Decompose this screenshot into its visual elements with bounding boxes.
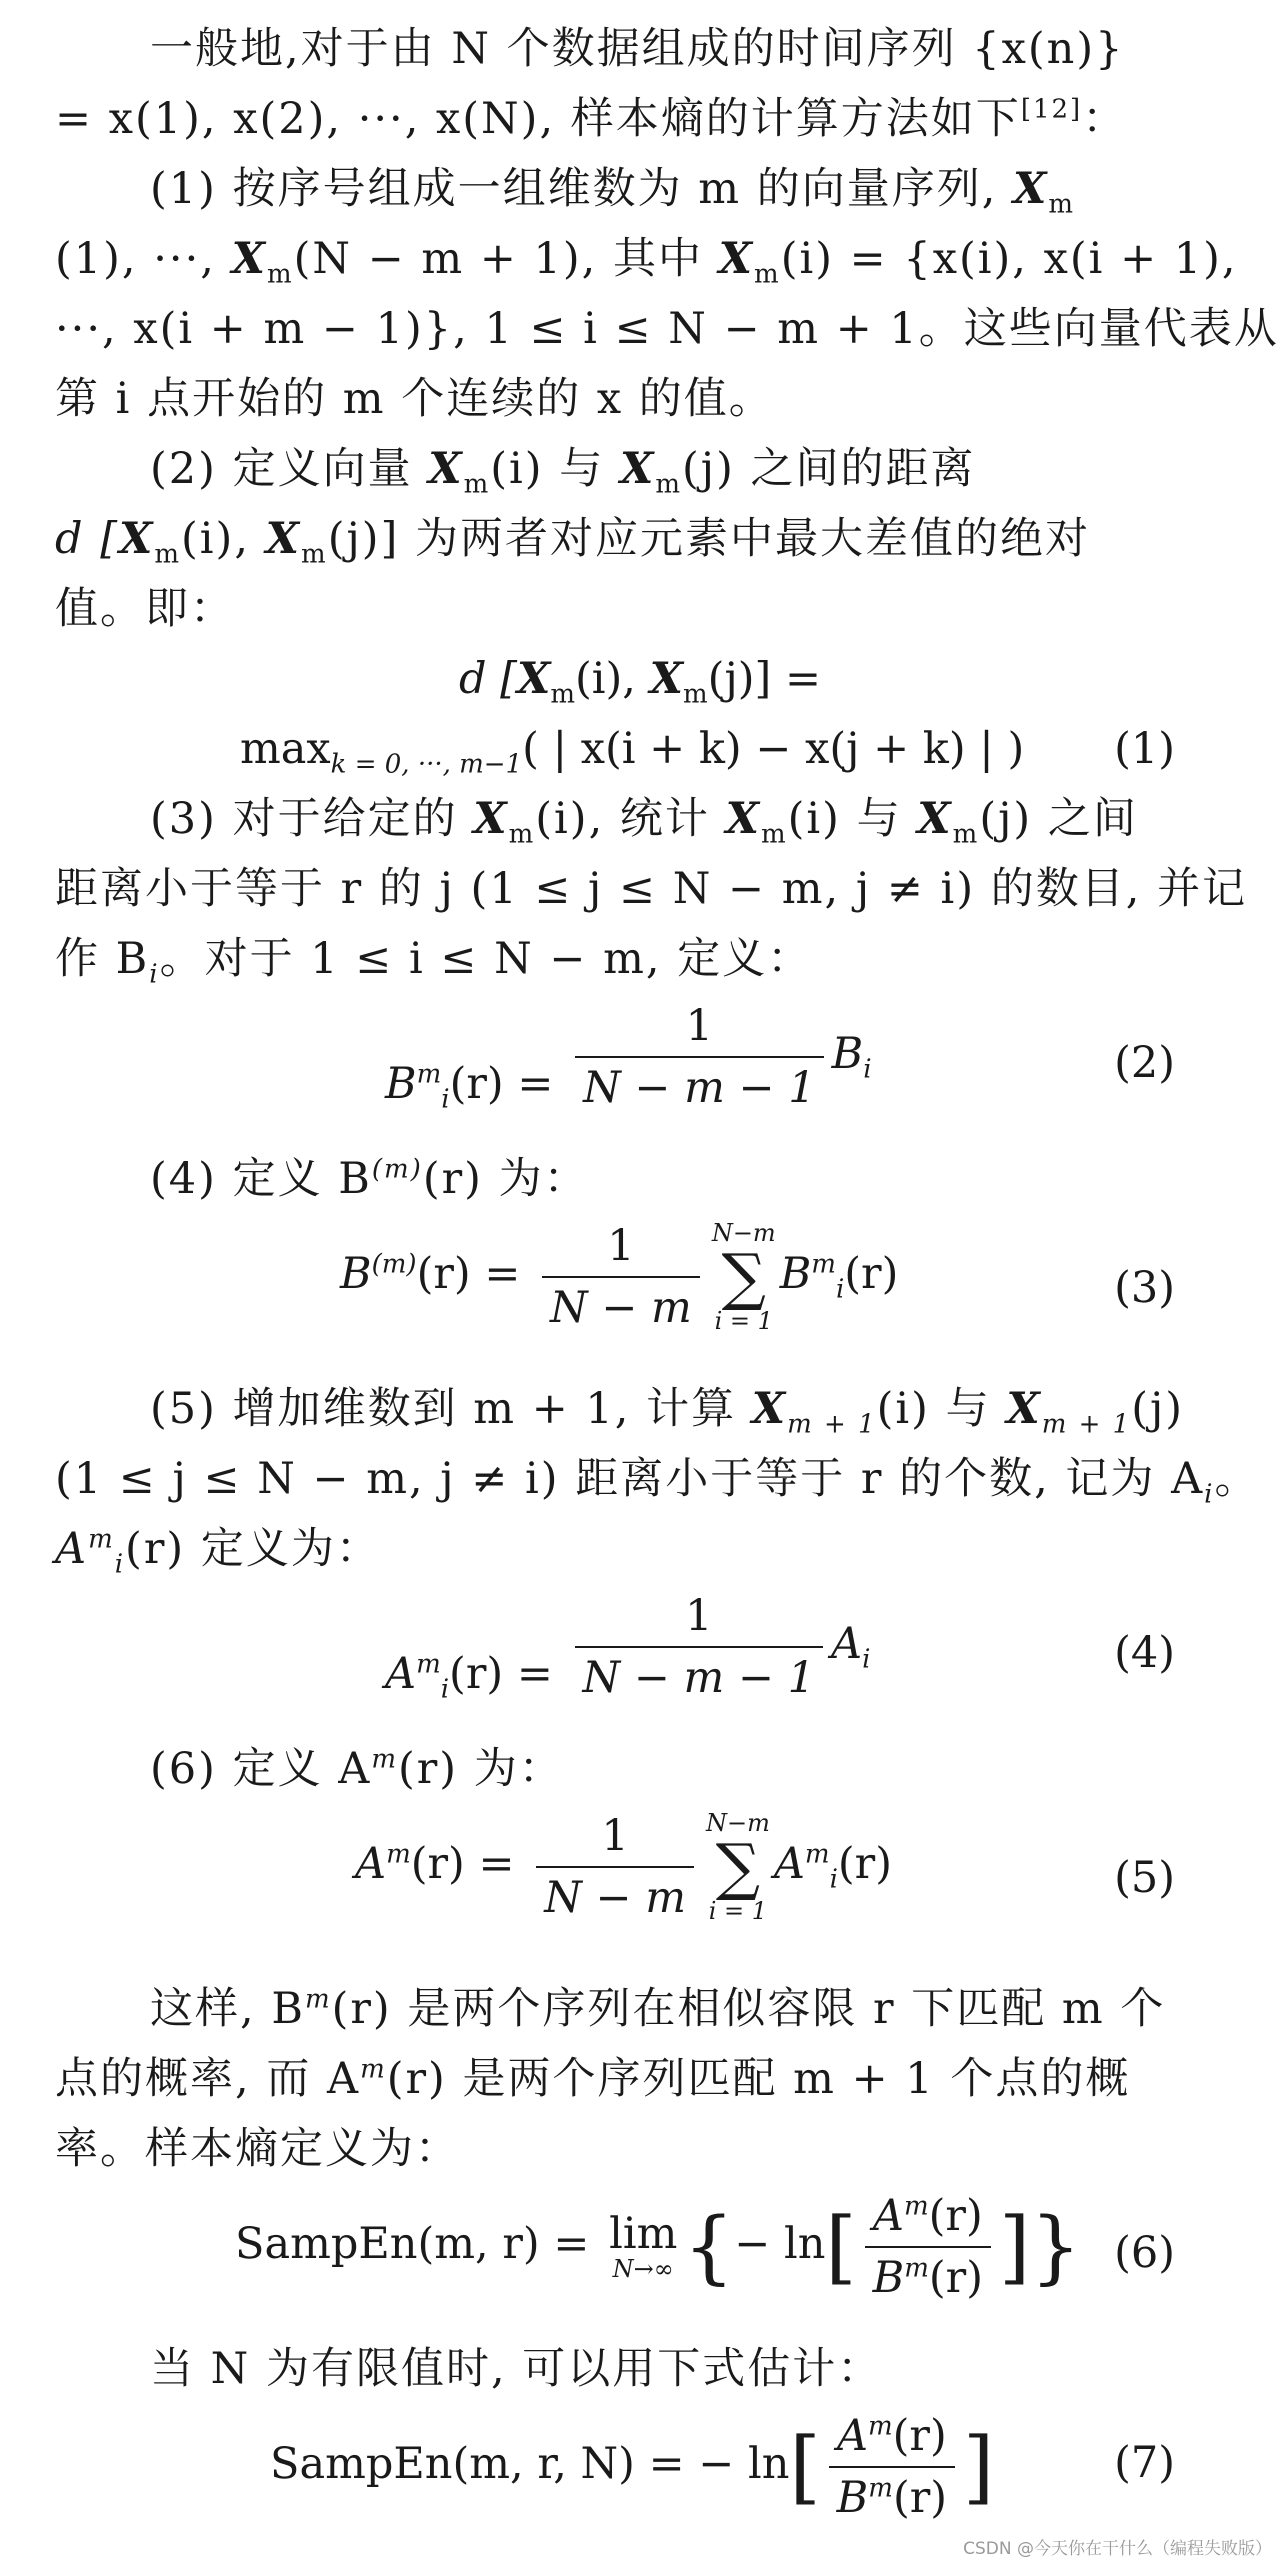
eq6-frac-den [865,2248,991,2306]
equation-number: (1) [1114,724,1175,774]
eq5-sum-bot: i = 1 [708,1897,768,1925]
para-end-line1b: (r) 是两个序列在相似容限 r 下匹配 m 个 [331,1984,1166,2034]
step5-line1b: (i) 与 [876,1384,1007,1434]
step5-line3-sub: i [114,1549,126,1580]
equation-6 [55,2188,1225,2338]
equation-number: (6) [1114,2228,1175,2278]
step4-line1-sup: (m) [371,1154,423,1185]
eq6-num-sup: m [903,2191,929,2222]
text-line [55,438,1225,508]
eq3-lhs-sup: (m) [371,1249,417,1280]
eq5-lhs-arg: (r) = [410,1839,515,1889]
step3-line3-end: 。对于 1 ≤ i ≤ N − m, 定义： [159,934,813,984]
eq7-num-sup: m [868,2411,893,2442]
eq7-fraction [829,2408,955,2526]
equation-5 [55,1808,1225,1968]
text-line [55,928,1225,998]
step5-sub1: m + 1 [787,1409,877,1440]
vector-symbol: X [473,794,509,844]
eq3-rhs-sup: m [811,1249,836,1280]
eq5-rhs-arg: (r) [837,1839,892,1889]
text-line [55,228,1238,298]
eq1-max-sub: k = 0, ···, m−1 [330,749,523,780]
step5-line2-end: 。 [1214,1454,1260,1504]
sigma-icon: ∑ [715,1830,761,1903]
equation-number: (3) [1114,1263,1175,1313]
eq6-den-b: (r) [928,2253,984,2303]
eq3-sum-top: N−m [711,1219,776,1247]
eq2-frac-den: N − m − 1 [583,1063,816,1113]
step2-line1c: (j) 之间的距离 [681,444,976,494]
para1-line1: 一般地,对于由 N 个数据组成的时间序列 {x(n)} [150,24,1125,74]
step5-line3b: (r) 定义为： [125,1524,381,1574]
step1-line4: 第 i 点开始的 m 个连续的 x 的值。 [55,374,774,424]
equation-4 [55,1588,1225,1738]
eq2-lhs-arg: (r) = [449,1059,554,1109]
equation-1-line-a [55,648,1225,718]
eq1-lhs-c: (j)] = [707,654,822,704]
eq4-rhs-sub: i [862,1644,871,1675]
step5-line1a: (5) 增加维数到 m + 1, 计算 [150,1384,752,1434]
eq4-frac-num: 1 [575,1588,824,1648]
eq6-lim-sub: N→∞ [612,2255,674,2283]
step3-line3-sub: i [149,959,160,990]
eq2-rhs: B [831,1029,864,1079]
para-end-line2a: 点的概率, 而 A [55,2054,361,2104]
step2-line3: 值。即： [55,584,235,634]
step2-line1a: (2) 定义向量 [150,444,429,494]
eq1-lhs-b: (i), [574,654,650,704]
text-line [55,2338,1225,2408]
vector-symbol: X [231,234,267,284]
eq3-frac-num: 1 [542,1218,700,1278]
vector-symbol: X [1006,1384,1042,1434]
vector-sub: m [754,259,781,290]
text-line [55,88,1225,158]
eq3-rhs-sub: i [835,1274,845,1305]
eq2-lhs-sup: m [416,1059,442,1090]
vector-symbol: X [751,1384,788,1434]
eq5-rhs-sub: i [829,1864,838,1895]
vector-sub: m [1048,189,1076,220]
step1-line1: (1) 按序号组成一组维数为 m 的向量序列, [150,164,1014,214]
para1-line2: = x(1), x(2), ···, x(N), 样本熵的计算方法如下 [55,94,1021,144]
eq3-lhs-arg: (r) = [416,1249,521,1299]
eq3-rhs: B [779,1249,812,1299]
vector-symbol: X [718,234,755,284]
para-last-line1: 当 N 为有限值时, 可以用下式估计： [150,2344,883,2394]
text-line [55,1148,1225,1218]
eq2-fraction [575,998,824,1116]
eq5-fraction [536,1808,694,1926]
step5-line2: (1 ≤ j ≤ N − m, j ≠ i) 距离小于等于 r 的个数, 记为 A [55,1454,1205,1504]
vector-sub: m [154,539,182,570]
left-bracket-icon: [ [825,2200,857,2293]
eq7-frac-num [829,2408,955,2468]
step3-line1b: (i), 统计 [535,794,726,844]
text-line [55,1518,1225,1588]
eq7-num-a: A [836,2411,868,2461]
eq6-frac-num [865,2188,991,2248]
eq4-lhs-sup: m [416,1649,441,1680]
step3-line1a: (3) 对于给定的 [150,794,474,844]
eq6-brace-close: } [1030,2200,1082,2293]
eq3-lhs: B [340,1249,372,1299]
eq6-den-sup: m [904,2253,929,2284]
step6-line1b: (r) 为： [397,1744,564,1794]
equation-number: (7) [1114,2438,1175,2488]
eq5-lhs: A [355,1839,387,1889]
vector-symbol: X [1013,164,1049,214]
step5-line3-sup: m [88,1524,115,1555]
eq6-den-a: B [872,2253,905,2303]
vector-sub: m [266,259,294,290]
eq1-max: max [240,724,331,774]
text-line [55,18,1225,88]
eq1-lhs-a: d [ [458,654,517,704]
eq6-num-b: (r) [928,2191,983,2241]
text-line [55,2118,1225,2188]
step1-line2b: (N − m + 1), 其中 [293,234,719,284]
eq3-frac-den: N − m [550,1283,692,1333]
equation-3 [55,1218,1225,1378]
eq7-den-b: (r) [892,2473,948,2523]
vector-symbol: X [428,444,464,494]
eq3-fraction [542,1218,700,1336]
watermark: CSDN @今天你在干什么（编程失败版） [963,2539,1272,2559]
equation-7 [55,2408,1225,2548]
vector-sub: m [655,469,682,500]
eq5-frac-den: N − m [544,1873,686,1923]
eq5-sum-top: N−m [705,1809,770,1837]
vector-symbol: X [516,654,551,704]
text-line [55,1978,1225,2048]
eq4-lhs-arg: (r) = [449,1649,553,1699]
equation-number: (4) [1114,1628,1175,1678]
vector-sub: m [463,469,491,500]
vector-symbol: X [118,514,155,564]
eq4-fraction [575,1588,824,1706]
para-end-line2b: (r) 是两个序列匹配 m + 1 个点的概 [386,2054,1131,2104]
vector-sub: m [760,819,788,850]
text-line [55,368,1225,438]
eq3-sum-bot: i = 1 [714,1307,773,1335]
text-line [55,1738,1225,1808]
vector-sub: m [952,819,980,850]
step5-line1c: (j) [1131,1384,1185,1434]
text-line [55,858,1248,928]
left-bracket-icon: [ [789,2420,821,2513]
eq3-rhs-arg: (r) [844,1249,899,1299]
eq4-frac-den: N − m − 1 [582,1653,816,1703]
step5-line3a: A [55,1524,89,1574]
step2-line1b: (i) 与 [490,444,620,494]
eq6-lhs: SampEn(m, r) = [235,2219,590,2269]
eq7-den-a: B [836,2473,869,2523]
step3-line1d: (j) 之间 [979,794,1138,844]
step1-line2: (1), ···, [55,234,232,284]
eq6-limit [609,2209,678,2283]
eq2-lhs-sub: i [441,1084,450,1115]
text-line [55,578,1225,648]
vector-symbol: X [725,794,761,844]
right-bracket-icon: ] [999,2200,1031,2293]
step5-sub2: m + 1 [1041,1409,1132,1440]
text-line [55,158,1225,228]
eq4-rhs: A [831,1619,863,1669]
step6-line1-sup: m [371,1744,398,1775]
step2-line2c: (j)] 为两者对应元素中最大差值的绝对 [327,514,1091,564]
para-end-line1-sup: m [304,1984,332,2015]
eq6-lim: lim [609,2209,678,2259]
step3-line1c: (i) 与 [787,794,918,844]
eq7-den-sup: m [868,2473,893,2504]
vector-symbol: X [917,794,953,844]
step2-line2b: (i), [181,514,266,564]
eq7-frac-den [829,2468,955,2526]
eq5-summation [706,1809,770,1925]
eq5-rhs: A [773,1839,805,1889]
vector-sub: m [508,819,536,850]
eq1-rhs-body: ( | x(i + k) − x(j + k) | ) [522,724,1025,774]
eq3-summation [712,1219,776,1335]
step3-line3: 作 B [55,934,150,984]
text-line [55,2048,1225,2118]
eq6-fraction [865,2188,991,2306]
step5-line2-sub: i [1204,1479,1215,1510]
eq7-lhs: SampEn(m, r, N) = − ln [270,2439,790,2489]
vector-sub: m [683,679,708,710]
step3-line2: 距离小于等于 r 的 j (1 ≤ j ≤ N − m, j ≠ i) 的数目, 并记 [55,864,1248,914]
vector-symbol: X [649,654,684,704]
right-bracket-icon: ] [963,2420,995,2513]
para-end-line3: 率。样本熵定义为： [55,2124,460,2174]
eq6-num-a: A [872,2191,904,2241]
para-end-line2-sup: m [360,2054,387,2085]
vector-sub: m [550,679,575,710]
eq2-frac-num: 1 [575,998,824,1058]
equation-1-line-b [55,718,1225,788]
step1-line3: ···, x(i + m − 1)}, 1 ≤ i ≤ N − m + 1。这些向量代表从 [55,304,1279,354]
text-line [55,1448,1260,1518]
sigma-icon: ∑ [721,1240,766,1313]
eq6-brace-open: { [683,2200,735,2293]
eq6-neg-ln: − ln [734,2219,826,2269]
eq5-rhs-sup: m [804,1839,830,1870]
text-line [55,298,1279,368]
text-line [55,788,1225,858]
equation-number: (2) [1114,1038,1175,1088]
eq2-rhs-sub: i [863,1054,872,1085]
step4-line1a: (4) 定义 B [150,1154,372,1204]
para1-line2-end: ： [1082,94,1128,144]
vector-symbol: X [619,444,656,494]
eq7-num-b: (r) [892,2411,947,2461]
text-line [55,1378,1225,1448]
step1-line2c: (i) = {x(i), x(i + 1), [780,234,1238,284]
equation-2 [55,998,1225,1148]
eq4-lhs-sub: i [440,1674,450,1705]
step6-line1a: (6) 定义 A [150,1744,372,1794]
step4-line1b: (r) 为： [422,1154,589,1204]
text-line [55,508,1225,578]
vector-symbol: X [265,514,302,564]
eq5-frac-num: 1 [536,1808,694,1868]
step2-line2a: d [ [55,514,119,564]
eq5-lhs-sup: m [386,1839,411,1870]
equation-number: (5) [1114,1853,1175,1903]
eq4-lhs: A [385,1649,417,1699]
vector-sub: m [301,539,328,570]
citation: [12] [1020,94,1083,125]
para-end-line1a: 这样, B [150,1984,305,2034]
eq2-lhs: B [385,1059,417,1109]
